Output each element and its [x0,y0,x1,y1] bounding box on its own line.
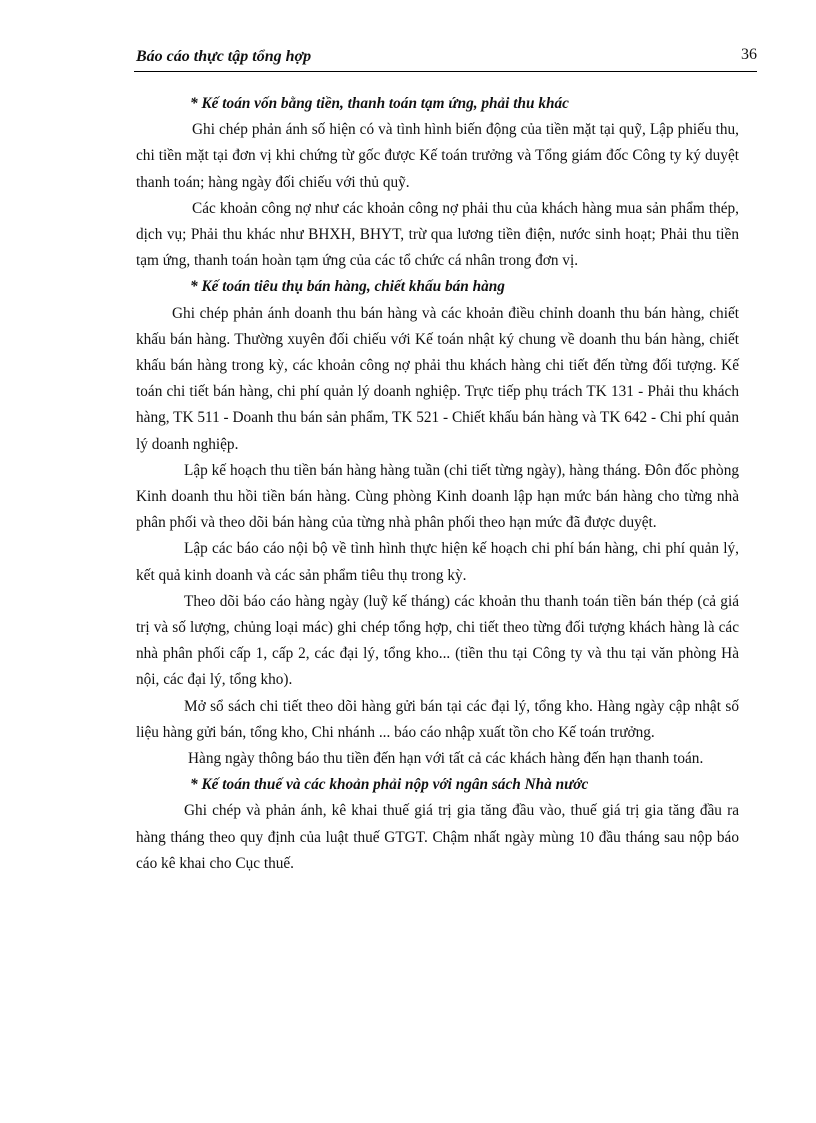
paragraph: Theo dõi báo cáo hàng ngày (luỹ kế tháng) các khoản thu thanh toán tiền bán thép (cả giá trị và số lượng, chủng loại mác) ghi chép tổng hợp, chi tiết theo từng đối tượng khách hàng là các nhà phân phối cấp 1, cấp 2, các đại lý, tổng kho... (tiền thu tại Công ty và thu tại văn phòng Hà nội, các đại lý, tổng kho). [136,592,739,689]
section-heading-cash-accounting: * Kế toán vốn bằng tiền, thanh toán tạm ứng, phải thu khác [190,95,569,112]
paragraph: Hàng ngày thông báo thu tiền đến hạn với tất cả các khách hàng đến hạn thanh toán. [188,750,704,768]
paragraph: Ghi chép và phản ánh, kê khai thuế giá trị gia tăng đầu vào, thuế giá trị gia tăng đầu ra hàng tháng theo quy định của luật thuế GTGT. Chậm nhất ngày mùng 10 đầu tháng sau nộp báo cáo kê khai cho Cục thuế. [136,802,739,872]
paragraph: Các khoản công nợ như các khoản công nợ phải thu của khách hàng mua sản phẩm thép, dịch vụ; Phải thu khác như BHXH, BHYT, trừ qua lương tiền điện, nước sinh hoạt; Phải thu tiền tạm ứng, thanh toán hoàn tạm ứng của các tổ chức cá nhân trong đơn vị. [136,199,739,270]
paragraph: Ghi chép phản ánh số hiện có và tình hình biến động của tiền mặt tại quỹ, Lập phiếu thu, chi tiền mặt tại đơn vị khi chứng từ gốc được Kế toán trưởng và Tổng giám đốc Công ty ký duyệt thanh toán; hàng ngày đối chiếu với thủ quỹ. [136,121,739,191]
document-body [136,91,739,877]
section-heading-sales-accounting: * Kế toán tiêu thụ bán hàng, chiết khấu bán hàng [190,278,505,296]
paragraph: Lập các báo cáo nội bộ về tình hình thực hiện kế hoạch chi phí bán hàng, chi phí quản lý, kết quả kinh doanh và các sản phẩm tiêu thụ trong kỳ. [136,540,739,584]
paragraph: Lập kế hoạch thu tiền bán hàng hàng tuần (chi tiết từng ngày), hàng tháng. Đôn đốc phòng Kinh doanh thu hồi tiền bán hàng. Cùng phòng Kinh doanh lập hạn mức bán hàng cho từng nhà phân phối và theo dõi bán hàng của từng nhà phân phối theo hạn mức đã được duyệt. [136,461,739,532]
section-heading-tax-accounting: * Kế toán thuế và các khoản phải nộp với ngân sách Nhà nước [190,776,589,794]
report-title: Báo cáo thực tập tổng hợp [136,48,312,65]
page-header [136,48,757,72]
paragraph: Ghi chép phản ánh doanh thu bán hàng và các khoản điều chỉnh doanh thu bán hàng, chiết khấu bán hàng. Thường xuyên đối chiếu với Kế toán nhật ký chung về doanh thu bán hàng, chiết khấu bán hàng trong kỳ, các khoản công nợ phải thu khách hàng chi tiết đến từng đối tượng. Kế toán chi tiết bán hàng, chi phí quản lý doanh nghiệp. Trực tiếp phụ trách TK 131 - Phải thu khách hàng, TK 511 - Doanh thu bán sản phẩm, TK 521 - Chiết khấu bán hàng và TK 642 - Chi phí quản lý doanh nghiệp. [136,304,739,453]
paragraph: Mở sổ sách chi tiết theo dõi hàng gửi bán tại các đại lý, tổng kho. Hàng ngày cập nhật số liệu hàng gửi bán, tổng kho, Chi nhánh ... báo cáo nhập xuất tồn cho Kế toán trưởng. [136,697,739,741]
page-number: 36 [741,46,757,63]
header-divider [134,71,757,72]
